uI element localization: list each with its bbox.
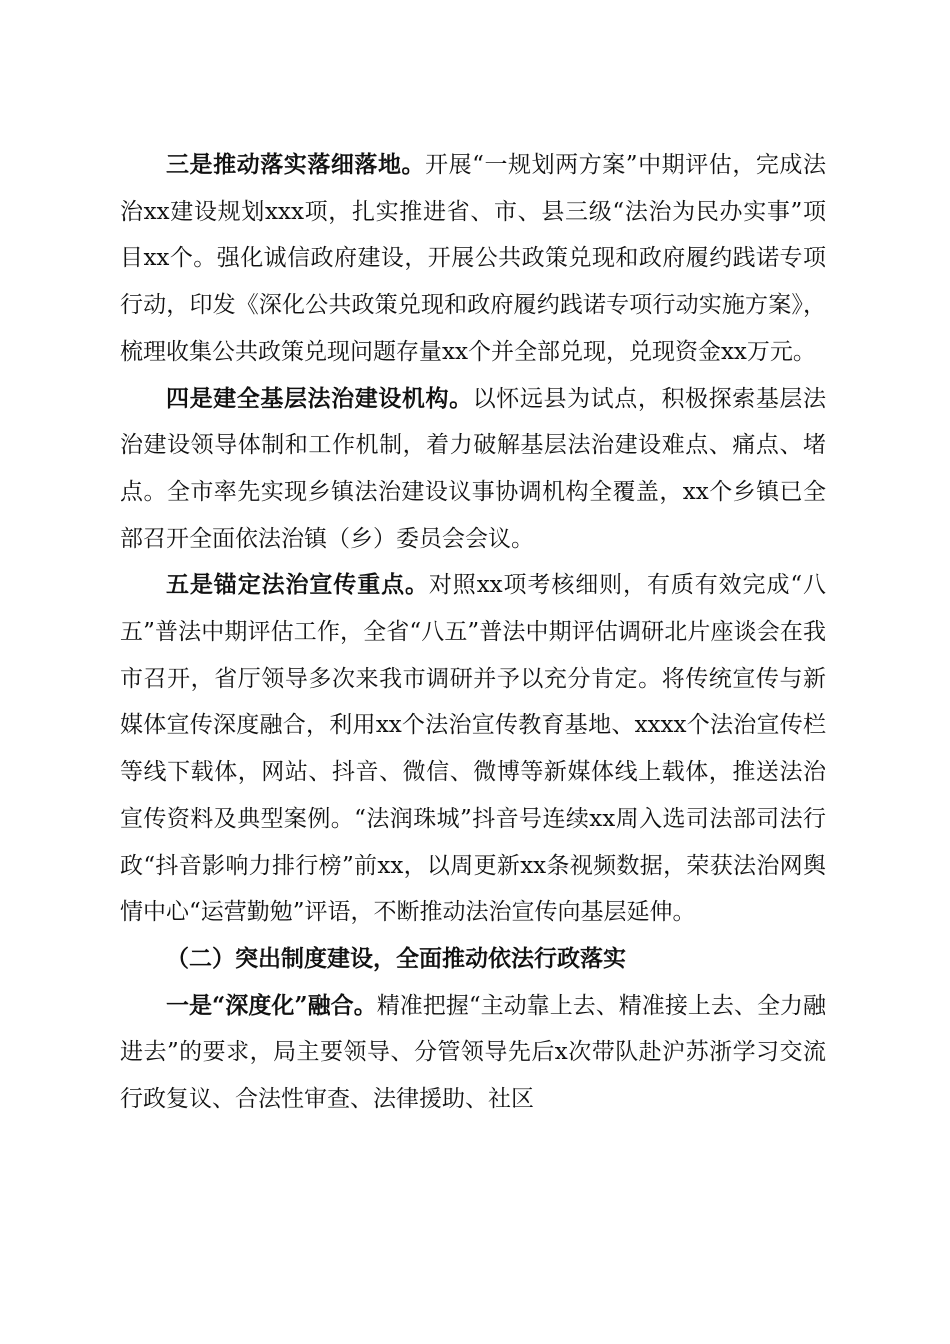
paragraph-text: 以怀远县为试点，积极探索基层法治建设领导体制和工作机制，着力破解基层法治建设难点、痛点、堵点。全市率先实现乡镇法治建设议事协调机构全覆盖，xx个乡镇已全部召开全面依法治镇（乡）委员会会议。	[120, 385, 827, 552]
paragraph-text: 对照xx项考核细则，有质有效完成“八五”普法中期评估工作，全省“八五”普法中期评估调研北片座谈会在我市召开，省厅领导多次来我市调研并予以充分肯定。将传统宣传与新媒体宣传深度融合，利用xx个法治宣传教育基地、xxxx个法治宣传栏等线下载体，网站、抖音、微信、微博等新媒体线上载体，推送法治宣传资料及典型案例。“法润珠城”抖音号连续xx周入选司法部司法行政“抖音影响力排行榜”前xx，以周更新xx条视频数据，荣获法治网舆情中心“运营勤勉”评语，不断推动法治宣传向基层延伸。	[120, 572, 827, 926]
paragraph-implementation	[120, 142, 826, 376]
paragraph-lead: 五是锚定法治宣传重点。	[166, 571, 429, 599]
section-heading: （二）突出制度建设，全面推动依法行政落实	[166, 944, 626, 972]
paragraph-lead: 四是建全基层法治建设机构。	[166, 384, 473, 412]
paragraph-publicity	[120, 562, 826, 936]
paragraph-integration	[120, 983, 826, 1123]
paragraph-grassroots	[120, 376, 826, 563]
paragraph-lead: 三是推动落实落细落地。	[166, 151, 426, 178]
paragraph-text: 开展“一规划两方案”中期评估，完成法治xx建设规划xxx项，扎实推进省、市、县三级“法治为民办实事”项目xx个。强化诚信政府建设，开展公共政策兑现和政府履约践诺专项行动，印发《深化公共政策兑现和政府履约践诺专项行动实施方案》，梳理收集公共政策兑现问题存量xx个并全部兑现，兑现资金xx万元。	[120, 152, 826, 365]
paragraph-text: 精准把握“主动靠上去、精准接上去、全力融进去”的要求，局主要领导、分管领导先后x次带队赴沪苏浙学习交流行政复议、合法性审查、法律援助、社区	[120, 992, 826, 1113]
paragraph-lead: 一是“深度化”融合。	[166, 991, 377, 1019]
document-body	[120, 142, 826, 1123]
